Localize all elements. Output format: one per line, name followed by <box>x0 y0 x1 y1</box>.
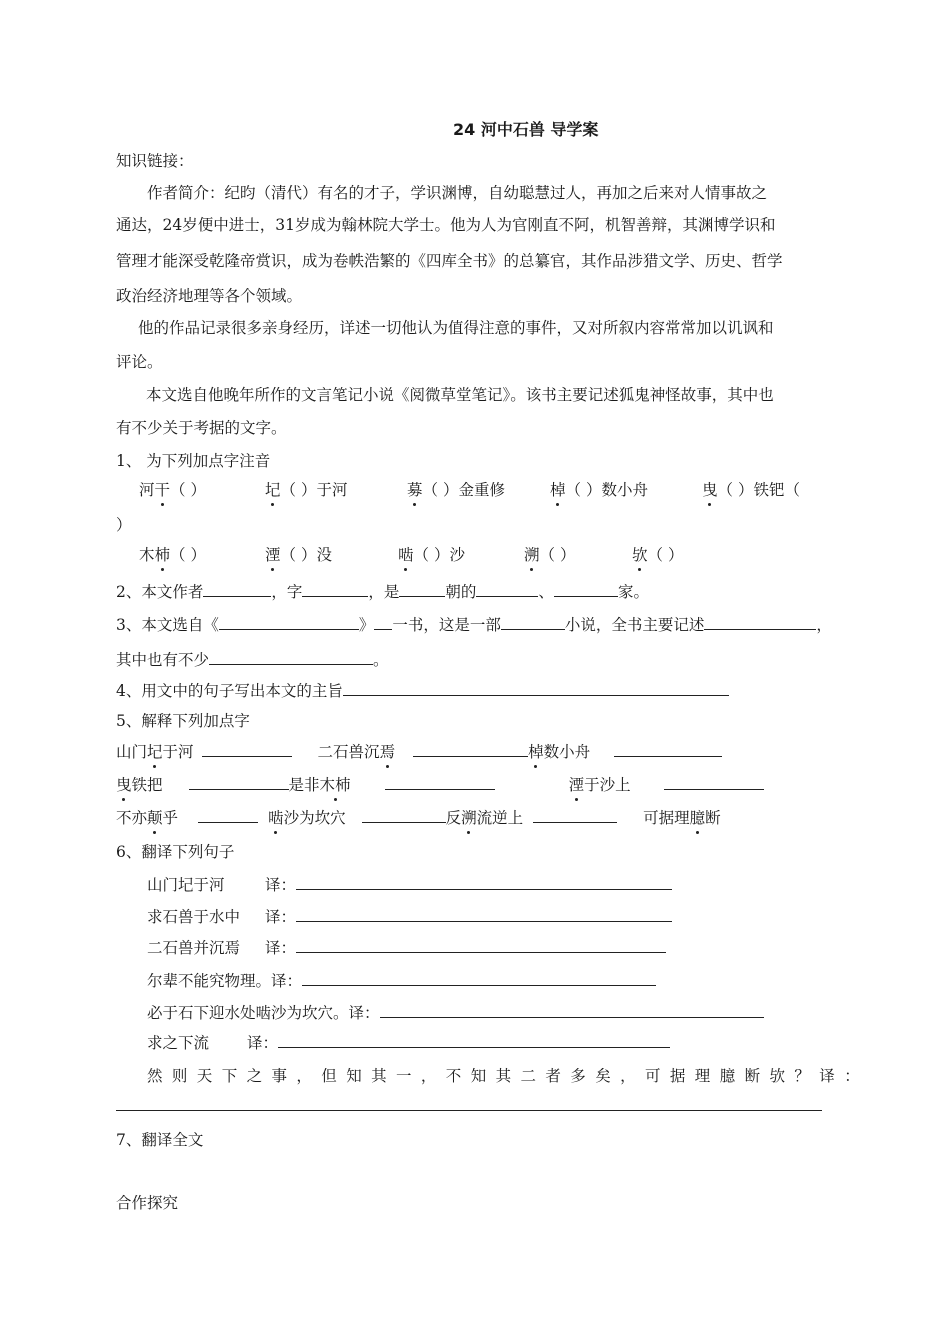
q1-item: 棹（ ）数小舟 <box>550 481 648 499</box>
q6-last-sentence: 然则天下之事，但知其一，不知其二者多矣，可据理臆断欤？译： <box>147 1067 870 1085</box>
blank[interactable] <box>385 774 495 790</box>
blank[interactable] <box>302 581 368 597</box>
q1-item: 溯（ ） <box>524 546 576 564</box>
blank[interactable] <box>202 741 292 757</box>
q1-heading: 1、 为下列加点字注音 <box>116 452 271 470</box>
blank[interactable] <box>501 614 565 630</box>
q6-item: 二石兽并沉焉 译： <box>147 937 666 958</box>
author-intro-line-3: 管理才能深受乾隆帝赏识，成为卷帙浩繁的《四库全书》的总纂官，其作品涉猎文学、历史、哲学 <box>116 252 783 270</box>
q1-item: 木杮（ ） <box>139 546 206 564</box>
q6-item: 必于石下迎水处啮沙为坎穴。译： <box>147 1002 764 1023</box>
blank[interactable] <box>413 741 528 757</box>
q1-item: 湮（ ）没 <box>265 546 332 564</box>
blank[interactable] <box>189 774 289 790</box>
q1-item: 啮（ ）沙 <box>398 546 465 564</box>
q6-item: 求之下流 译： <box>147 1032 670 1053</box>
answer-blank[interactable] <box>278 1032 670 1048</box>
q3-line-1: 3、本文选自《 》 一书，这是一部 小说，全书主要记述 ， <box>116 616 832 634</box>
answer-blank[interactable] <box>343 680 729 696</box>
blank[interactable] <box>219 614 359 630</box>
blank[interactable] <box>209 649 373 665</box>
page-title: 24 河中石兽 导学案 <box>453 120 599 139</box>
answer-blank[interactable] <box>296 937 666 953</box>
source-line-1: 本文选自他晚年所作的文言笔记小说《阅微草堂笔记》。该书主要记述狐鬼神怪故事，其中也 <box>146 386 774 404</box>
blank[interactable] <box>554 581 618 597</box>
blank[interactable] <box>476 581 538 597</box>
blank[interactable] <box>362 807 446 823</box>
works-line-2: 评论。 <box>116 353 163 371</box>
blank[interactable] <box>664 774 764 790</box>
q1-item: 河干（ ） <box>139 481 206 499</box>
q1-item: 欤（ ） <box>632 546 684 564</box>
answer-blank[interactable] <box>296 874 672 890</box>
q4-line: 4、用文中的句子写出本文的主旨 <box>116 680 729 701</box>
q6-last-answer-blank[interactable] <box>116 1110 822 1111</box>
q1-row-2 <box>139 545 683 565</box>
q2-line: 2、本文作者 ，字 ，是 朝的 、 家。 <box>116 583 649 601</box>
blank[interactable] <box>533 807 617 823</box>
q1-item: 曳（ ）铁钯（ <box>702 481 800 499</box>
q1-row-1-wrap: ） <box>116 516 132 534</box>
answer-blank[interactable] <box>296 906 672 922</box>
answer-blank[interactable] <box>302 970 656 986</box>
answer-blank[interactable] <box>380 1002 764 1018</box>
q6-heading: 6、翻译下列句子 <box>116 843 235 861</box>
source-line-2: 有不少关于考据的文字。 <box>116 419 287 437</box>
q5-row-2: 曳铁把 是非木杮 湮于沙上 <box>116 774 764 795</box>
q5-row-3: 不亦颠乎 啮沙为坎穴 反溯流逆上 可据理臆断 <box>116 809 721 827</box>
author-intro-line-2: 通达，24岁便中进士，31岁成为翰林院大学士。他为人为官刚直不阿，机智善辩，其渊博学识和 <box>116 216 776 234</box>
works-line-1: 他的作品记录很多亲身经历，详述一切他认为值得注意的事件，又对所叙内容常常加以讥讽和 <box>138 319 774 337</box>
blank[interactable] <box>198 807 258 823</box>
author-intro-line-4: 政治经济地理等各个领域。 <box>116 287 303 305</box>
q6-item: 求石兽于水中 译： <box>147 906 672 927</box>
blank-underline <box>374 614 392 630</box>
q1-row-1 <box>139 480 800 500</box>
q6-item: 山门圮于河 译： <box>147 874 672 895</box>
blank[interactable] <box>203 581 271 597</box>
q1-item: 圮（ ）于河 <box>265 481 348 499</box>
q5-row-1: 山门圮于河 二石兽沉焉 棹数小舟 <box>116 741 722 762</box>
q6-item: 尔辈不能究物理。译： <box>147 970 656 991</box>
q5-heading: 5、解释下列加点字 <box>116 712 250 730</box>
blank[interactable] <box>399 581 445 597</box>
author-intro-line-1: 作者简介：纪昀（清代）有名的才子，学识渊博，自幼聪慧过人，再加之后来对人情事故之 <box>147 184 768 202</box>
q3-line-2: 其中也有不少 。 <box>116 651 389 669</box>
q7-heading: 7、翻译全文 <box>116 1131 204 1149</box>
q1-item: 募（ ）金重修 <box>407 481 505 499</box>
cooperative-inquiry-heading: 合作探究 <box>116 1194 179 1212</box>
knowledge-heading: 知识链接： <box>116 152 194 170</box>
blank[interactable] <box>704 614 816 630</box>
blank[interactable] <box>614 741 722 757</box>
